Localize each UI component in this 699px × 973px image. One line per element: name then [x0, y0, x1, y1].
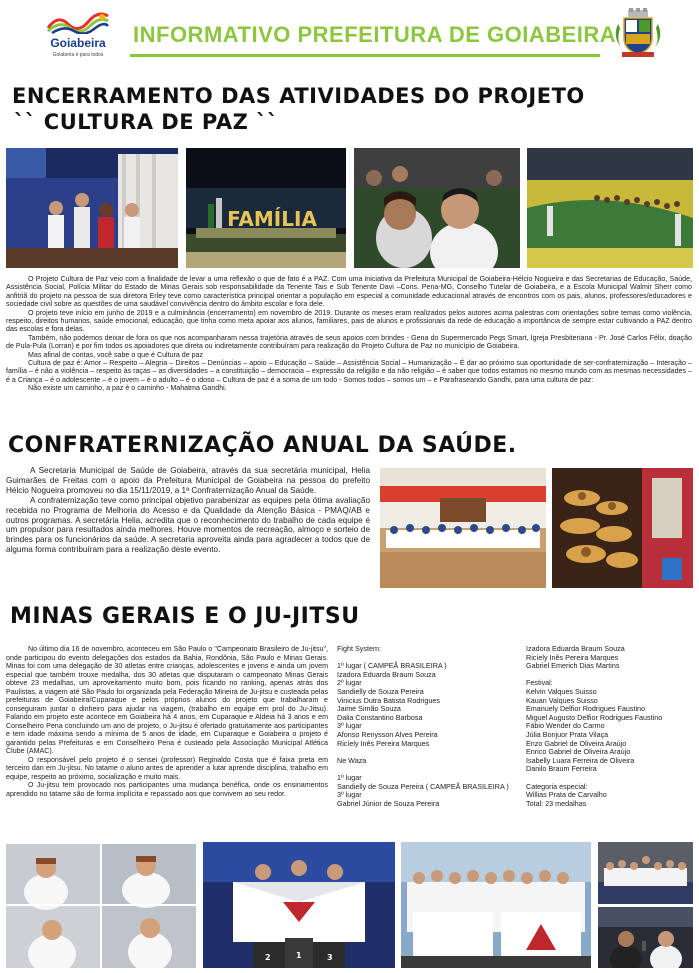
jitsu-photo-team-flag [401, 842, 591, 968]
results-line: Ne Waza [337, 755, 367, 765]
saude-paragraph: A Secretaria Municipal de Saúde de Goiabeira, através da sua secretária municipal, Helia Guimarães de Freitas com o apoio da Prefeitura Municipal de Goiabeira na pessoa do prefeito Hélcio Nogueira promoveu no dia 15/11/2019, a 1ª Confraternização Anual da Saúde. [6, 466, 370, 495]
results-line: Fábio Wender do Carmo [526, 721, 605, 731]
jitsu-title: MINAS GERAIS E O JU-JITSU [10, 604, 360, 629]
results-line: Categoria especial: [526, 781, 588, 791]
spacer [337, 765, 517, 774]
jitsu-paragraph: No último dia 16 de novembro, aconteceu em São Paulo o "Campeonato Brasileiro de Ju-jitsu", onde participou do evento delegações dos estados da Bahia, Rondônia, São Paulo e Minas Gerais. Minas foi com uma delegação de 30 atletas entre crianças, adolescentes e jovens e ainda um jovem especial que também trouxe medalha, dos 30 atletas que disputaram o campeonato Minas Gerais obteve 23 medalhas, um aproveitamento muito bom, pois ficando no ranking, apenas atrás dos Paulistas, a viagem até São Paulo foi organizada pela Federação Mineira de Ju-jitsu e custeada pelas prefeituras de Goiabeira/Cuparaque e pelos próprios alunos do projeto que trabalharam e conseguiram juntar o dinheiro para ajudar na viagem, (trabalho em equipe em prol do Ju-Jitsu). Falando em projeto este acontece em Goiabeira há 4 anos, em Cuparaque e Aldeia há 3 anos e em Conselheiro Pena concluindo um ano de projeto, o Ju-jitsu é ofertado gratuitamente aos participantes e tem idade máxima sendo a mínima de 5 anos de idade, em Cuparaque e Goiabeira o projeto é garantido pelas Prefeituras e em Conselheiro Pena é custeado pela Associação Municipal Atlética Clube (AMAC). [6, 645, 328, 755]
results-line: Fight System: [337, 644, 381, 653]
results-line: Gabriel Emerich Dias Martins [526, 661, 620, 671]
jitsu-paragraph: O responsável pelo projeto é o sensei (professor) Reginaldo Costa que é faixa preta em terceiro dan em Ju-jitsu. No tatame o aluno antes de aprender a lutar aprende disciplina, trabalho em equipe, respeito ao próximo, socialização e muito mais. [6, 755, 328, 781]
cultura-title-line2: `` CULTURA DE PAZ `` [14, 110, 279, 134]
results-line: Willias Prata de Carvalho [526, 790, 607, 800]
cultura-title-line1: ENCERRAMENTO DAS ATIVIDADES DO PROJETO [12, 84, 585, 108]
results-line: Enrico Gabriel de Oliveira Araújo [526, 747, 631, 757]
results-line: Ricíely Inês Pereira Marques [526, 652, 619, 662]
cultura-paragraph: Também, não podemos deixar de fora os que nos acompanharam nessa trajetória através de seus apoios com brindes - Gena do Supermercado Pegs Smart, Igreja Presbiteriana - Pr. José Carlos Félix, doação de Pula-Pula (Lorran) e por fim todos os apoiadores que direta ou indiretamente contribuíram para realização do Projeto Cultura de Paz no município de Goiabeira. [6, 333, 692, 351]
results-line: Kelvin Valques Suisso [526, 686, 597, 696]
cultura-article-body [6, 275, 692, 393]
results-line: Enzo Gabriel de Oliveira Araújo [526, 738, 627, 748]
jitsu-photo-kids-collage [6, 842, 196, 968]
results-line: Sandielly de Souza Pereira [337, 686, 424, 696]
cultura-paragraph: Mas afinal de contas, você sabe o que é Cultura de paz [28, 350, 204, 359]
jitsu-photo-sensei-speech [598, 907, 693, 968]
saude-photo-hall-group [380, 468, 546, 588]
results-line: Festival: [526, 678, 553, 688]
results-line: Sandielly de Souza Pereira ( CAMPEÃ BRASILEIRA ) [337, 781, 509, 791]
results-line: 2º lugar [337, 678, 362, 688]
results-line: Izadora Eduarda Braum Souza [526, 644, 625, 653]
cultura-photo-crowd-court [527, 148, 693, 268]
coat-of-arms-icon [612, 8, 664, 60]
results-line: Afonso Renysson Alves Pereira [337, 729, 438, 739]
svg-text:2: 2 [265, 953, 271, 962]
saude-title: CONFRATERNIZAÇÃO ANUAL DA SAÚDE. [8, 433, 517, 458]
familia-banner-text: FAMÍLIA [227, 207, 317, 231]
results-line: Gabriel Júnior de Souza Pereira [337, 798, 440, 808]
results-line: Jaime Simão Souza [337, 704, 401, 714]
logo-slogan: Goiabeira é para todos [52, 52, 104, 58]
logo-name: Goiabeira [50, 36, 106, 50]
saude-paragraph: A confraternização teve como principal objetivo parabenizar as equipes pela ótima avaliação recebida no Programa de Melhoria do Acesso e da Qualidade da Atenção Básica - PMAQ/AB e outros programas. A secretária Helia, acredita que o reconhecimento do trabalho de cada equipe é um propulsor para resultados ainda melhores. Houve momentos de recreação, almoço e sorteio de brindes para os funcionários da saúde. A secretaria aproveita ainda para agradecer a todos que de alguma forma contribuíram para a realização deste evento. [6, 495, 370, 555]
cultura-paragraph: Cultura de paz é: Amor – Respeito – Alegria – Direitos – Denúncias – apoio – Educação – Saúde – Assistência Social – Humanização – É dar ao próximo sua oportunidade de ser-confraternização – Interação – família – é não a violência – respeito às raças – as diversidades – a constituição – democracia – expressão da religião e da não religião – é saber que todos estamos no mesmo mundo com as mesmas necessidades – é a Criança – é o adolescente – é o jovem – é o adulto – é o idoso – Cultura de paz é a soma de um todo - Somos todos – somos um – e Parafraseando Gandhi, para uma cultura de paz: [6, 359, 692, 384]
cultura-paragraph: O Projeto Cultura de Paz veio com a finalidade de levar a uma reflexão o que de fato é a PAZ. Com uma iniciativa da Prefeitura Municipal de Goiabeira-Hélcio Nogueira e das Secretarias de Educação, Saúde, Assistência Social, Polícia Militar do Estado de Minas Gerais sob responsabilidade da Tenente Tais e Sub Tenente Davi –Cons. Pena-MG, Conselho Tutelar de Goiabeira, e a Escola Municipal Walmir Sherr como anfitriã do projeto na pessoa de sua diretora Erley teve como característica principal orientar a população em especial a comunidade educacional através de encontros com os pais, alunos, professores/educadores e sociedade civil sobre as questões de uma saudável convivência dentro do âmbito escolar e fora dele. [6, 275, 692, 309]
newsletter-title: INFORMATIVO PREFEITURA DE GOIABEIRA [133, 22, 617, 47]
goiabeira-logo [38, 8, 118, 64]
results-line: Ricíely Inês Pereira Marques [337, 738, 430, 748]
title-underline [130, 54, 600, 57]
jitsu-article-body [6, 645, 328, 798]
results-line: Izadora Eduarda Braum Souza [337, 669, 436, 679]
results-line: 1º lugar ( CAMPEÃ BRASILEIRA ) [337, 661, 447, 671]
cultura-paragraph: O projeto teve início em junho de 2019 e a culminância (encerramento) em novembro de 2019. Durante os meses eram realizados pelos autores acima palestras com orientações sobre temas como violência, respeito, direitos humanos, saúde emocional, educação, que tinha como meta apoiar aos alunos, familiares, pais de alunos e profissionais da rede de educação a importância de sempre estar cultivando a PAZ dentro das escolas e fora delas. [6, 308, 692, 334]
results-line: Júlia Bonjuor Prata Vilaça [526, 729, 609, 739]
results-line: 1º lugar [337, 772, 362, 782]
results-line: 3º lugar [337, 790, 362, 800]
logo-wave-icon [44, 12, 112, 34]
cultura-photo-selfie [354, 148, 520, 268]
gandhi-quote: Não existe um caminho, a paz é o caminho - Mahatma Gandhi. [28, 384, 227, 393]
results-fight-system [337, 645, 517, 808]
results-line: 3º lugar [337, 721, 362, 731]
results-line: Emanuely Delfior Rodrigues Faustino [526, 704, 646, 714]
saude-photo-buffet [552, 468, 693, 588]
cultura-photo-group-stage [6, 148, 178, 268]
svg-text:3: 3 [327, 953, 333, 962]
results-line: Total: 23 medalhas [526, 798, 587, 808]
jitsu-paragraph: O Ju-jitsu tem provocado nos participantes uma mudança benéfica, onde os ensinamentos aprendido no tatame são de forma implícita e repassado aos que convivem ao seu redor. [6, 781, 328, 798]
masthead [0, 0, 699, 70]
jitsu-photo-gym-group [598, 842, 693, 904]
jitsu-photo-podium [203, 842, 395, 968]
results-line: Dalia Constantino Barbosa [337, 712, 423, 722]
results-line: Isabelly Luara Ferreira de Oliveira [526, 755, 635, 765]
saude-article-body [6, 466, 370, 555]
results-line: Danilo Braum Ferreira [526, 764, 597, 774]
results-festival [526, 645, 696, 808]
svg-text:1: 1 [296, 951, 302, 960]
results-line: Vinicius Dutra Batista Rodrigues [337, 695, 440, 705]
results-line: Miguel Augusto Delfior Rodrigues Faustino [526, 712, 663, 722]
cultura-photo-familia-stage [186, 148, 346, 268]
results-line: Kauan Valques Suisso [526, 695, 598, 705]
